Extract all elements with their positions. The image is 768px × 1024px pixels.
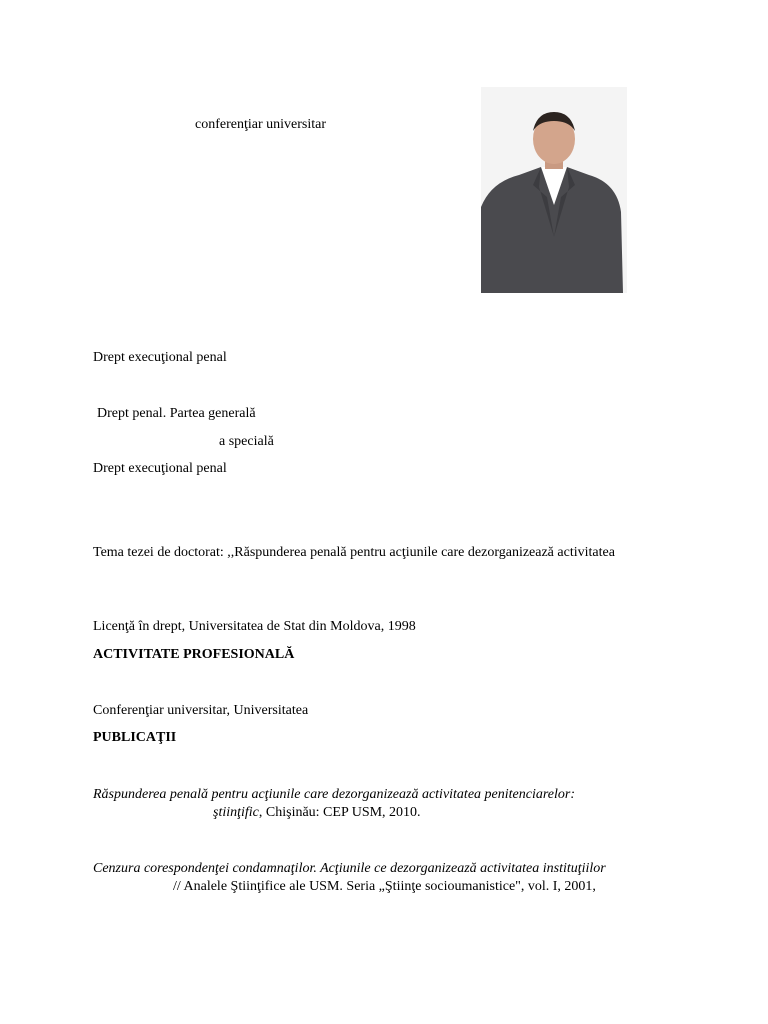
person-portrait-icon [481,87,627,293]
section-heading-publications: PUBLICAŢII [93,730,177,745]
publication-title: Răspunderea penală pentru acţiunile care dezorganizează activitatea penitenciarelor: [93,787,575,802]
course-item: Drept execuţional penal [93,350,227,365]
course-item: Drept execuţional penal [93,461,227,476]
publication-detail-italic: ştiinţific [213,805,259,820]
publication-detail [213,804,421,822]
job-title: conferenţiar universitar [195,117,326,132]
publication-title: Cenzura corespondenţei condamnaţilor. Acţiunile ce dezorganizează activitatea instituţiilor [93,861,606,876]
professional-entry: Conferenţiar universitar, Universitatea [93,703,309,718]
thesis-topic: Tema tezei de doctorat: ,,Răspunderea penală pentru acţiunile care dezorganizează activitatea [93,545,615,560]
course-item: a specială [219,434,274,449]
education-entry: Licenţă în drept, Universitatea de Stat din Moldova, 1998 [93,619,416,634]
publication-detail-rest: , Chişinău: CEP USM, 2010. [258,805,421,820]
publication-detail: // Analele Ştiinţifice ale USM. Seria „Ştiinţe socioumanistice", vol. I, 2001, [173,879,596,894]
course-item: Drept penal. Partea generală [97,406,256,421]
section-heading-professional: ACTIVITATE PROFESIONALĂ [93,647,295,662]
profile-photo [481,87,627,293]
